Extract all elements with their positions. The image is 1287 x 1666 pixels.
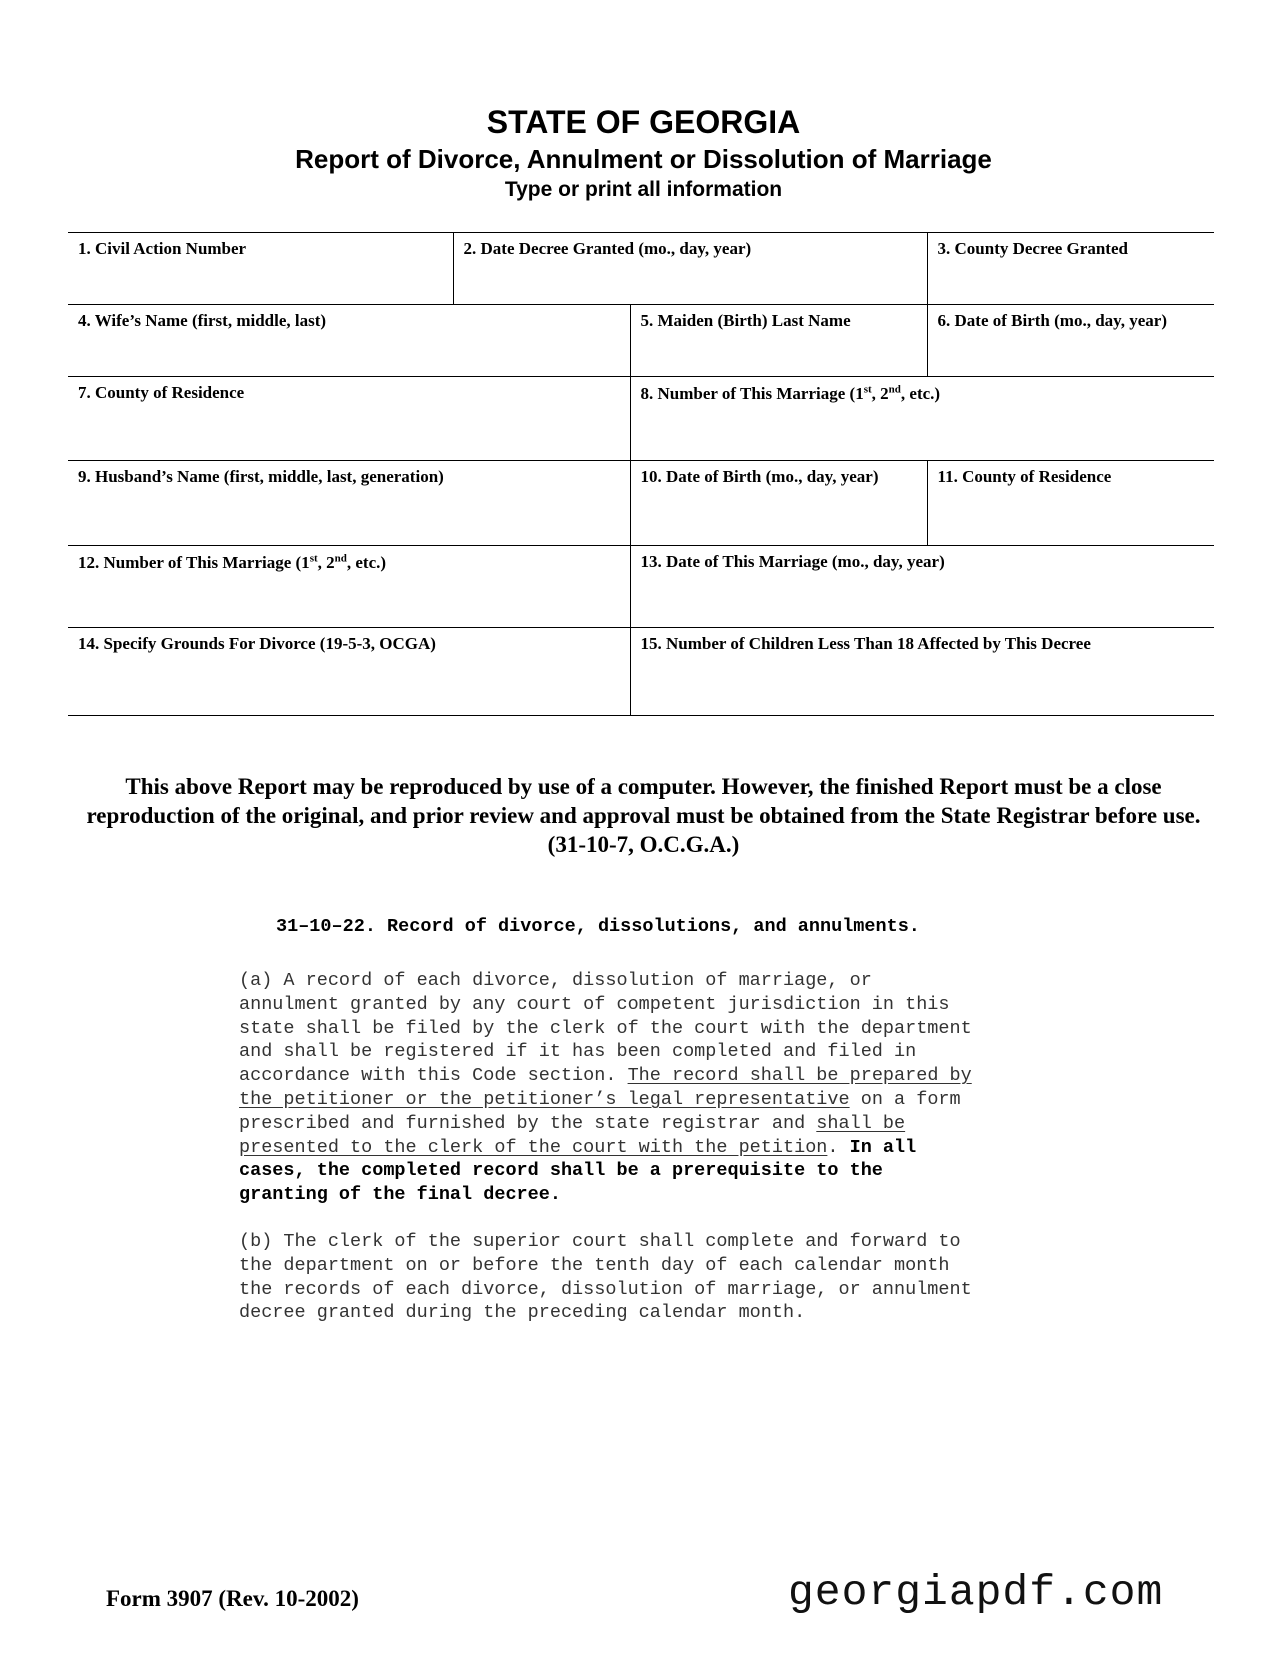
field-wife-name[interactable] (68, 305, 630, 377)
notice-citation: (31-10-7, O.C.G.A.) (547, 832, 740, 857)
field-date-decree-granted[interactable] (453, 233, 927, 305)
field-label: 7. County of Residence (78, 383, 245, 402)
field-husband-date-of-birth[interactable] (630, 461, 927, 546)
field-label: 10. Date of Birth (mo., day, year) (640, 467, 879, 486)
notice-line: This above Report may be reproduced by use of a computer. However, the finished Report must be a close (125, 774, 1162, 799)
field-civil-action-number[interactable] (68, 233, 453, 305)
field-label: 4. Wife’s Name (first, middle, last) (78, 311, 327, 330)
field-date-of-marriage[interactable] (630, 546, 1214, 628)
field-label: 11. County of Residence (937, 467, 1112, 486)
field-label: 2. Date Decree Granted (mo., day, year) (463, 239, 752, 258)
field-label: 13. Date of This Marriage (mo., day, year) (640, 552, 945, 571)
field-label: 3. County Decree Granted (937, 239, 1128, 258)
field-label: 6. Date of Birth (mo., day, year) (937, 311, 1167, 330)
field-label: 9. Husband’s Name (first, middle, last, generation) (78, 467, 444, 486)
field-number-of-children[interactable] (630, 628, 1214, 716)
field-label: 1. Civil Action Number (78, 239, 247, 258)
field-wife-date-of-birth[interactable] (927, 305, 1214, 377)
field-maiden-last-name[interactable] (630, 305, 927, 377)
field-husband-number-of-marriage[interactable] (68, 546, 630, 628)
field-label: 15. Number of Children Less Than 18 Affected by This Decree (640, 634, 1091, 653)
form-instruction: Type or print all information (504, 178, 783, 201)
field-wife-number-of-marriage[interactable] (630, 377, 1214, 461)
statute-paragraph-b: (b) The clerk of the superior court shall complete and forward to the department on or before the tenth day of each calendar month the records of each divorce, dissolution of marriage, or annulment decree granted during the preceding calendar month. (239, 1231, 972, 1324)
watermark: georgiapdf.com (788, 1568, 1164, 1617)
form-number: Form 3907 (Rev. 10-2002) (106, 1586, 359, 1611)
field-label: 5. Maiden (Birth) Last Name (640, 311, 851, 330)
field-label: 12. Number of This Marriage (1st, 2nd, etc.) (78, 552, 387, 572)
field-county-decree-granted[interactable] (927, 233, 1214, 305)
statute-paragraph-a: (a) A record of each divorce, dissolution of marriage, or annulment granted by any court of competent jurisdiction in this state shall be filed by the clerk of the court with the department and shall be registered if it has been completed and filed in accordance with this Code section. The record shall be prepared by the petitioner or the petitioner’s legal representative on a form prescribed and furnished by the state registrar and shall be presented to the clerk of the court with the petition. In all cases, the completed record shall be a prerequisite to the granting of the final decree. (239, 970, 972, 1206)
field-label: 14. Specify Grounds For Divorce (19-5-3, OCGA) (78, 634, 436, 653)
field-husband-county-of-residence[interactable] (927, 461, 1214, 546)
field-husband-name[interactable] (68, 461, 630, 546)
field-label: 8. Number of This Marriage (1st, 2nd, etc.) (640, 383, 941, 403)
reproduction-notice (60, 772, 1227, 859)
field-grounds-for-divorce[interactable] (68, 628, 630, 716)
field-wife-county-of-residence[interactable] (68, 377, 630, 461)
form-subtitle: Report of Divorce, Annulment or Dissolution of Marriage (295, 144, 992, 174)
report-form-table (68, 232, 1214, 716)
statute-title: 31–10–22. Record of divorce, dissolutions, and annulments. (276, 916, 920, 937)
form-title: STATE OF GEORGIA (486, 104, 801, 140)
notice-line: reproduction of the original, and prior review and approval must be obtained from the State Registrar before use. (86, 803, 1201, 828)
